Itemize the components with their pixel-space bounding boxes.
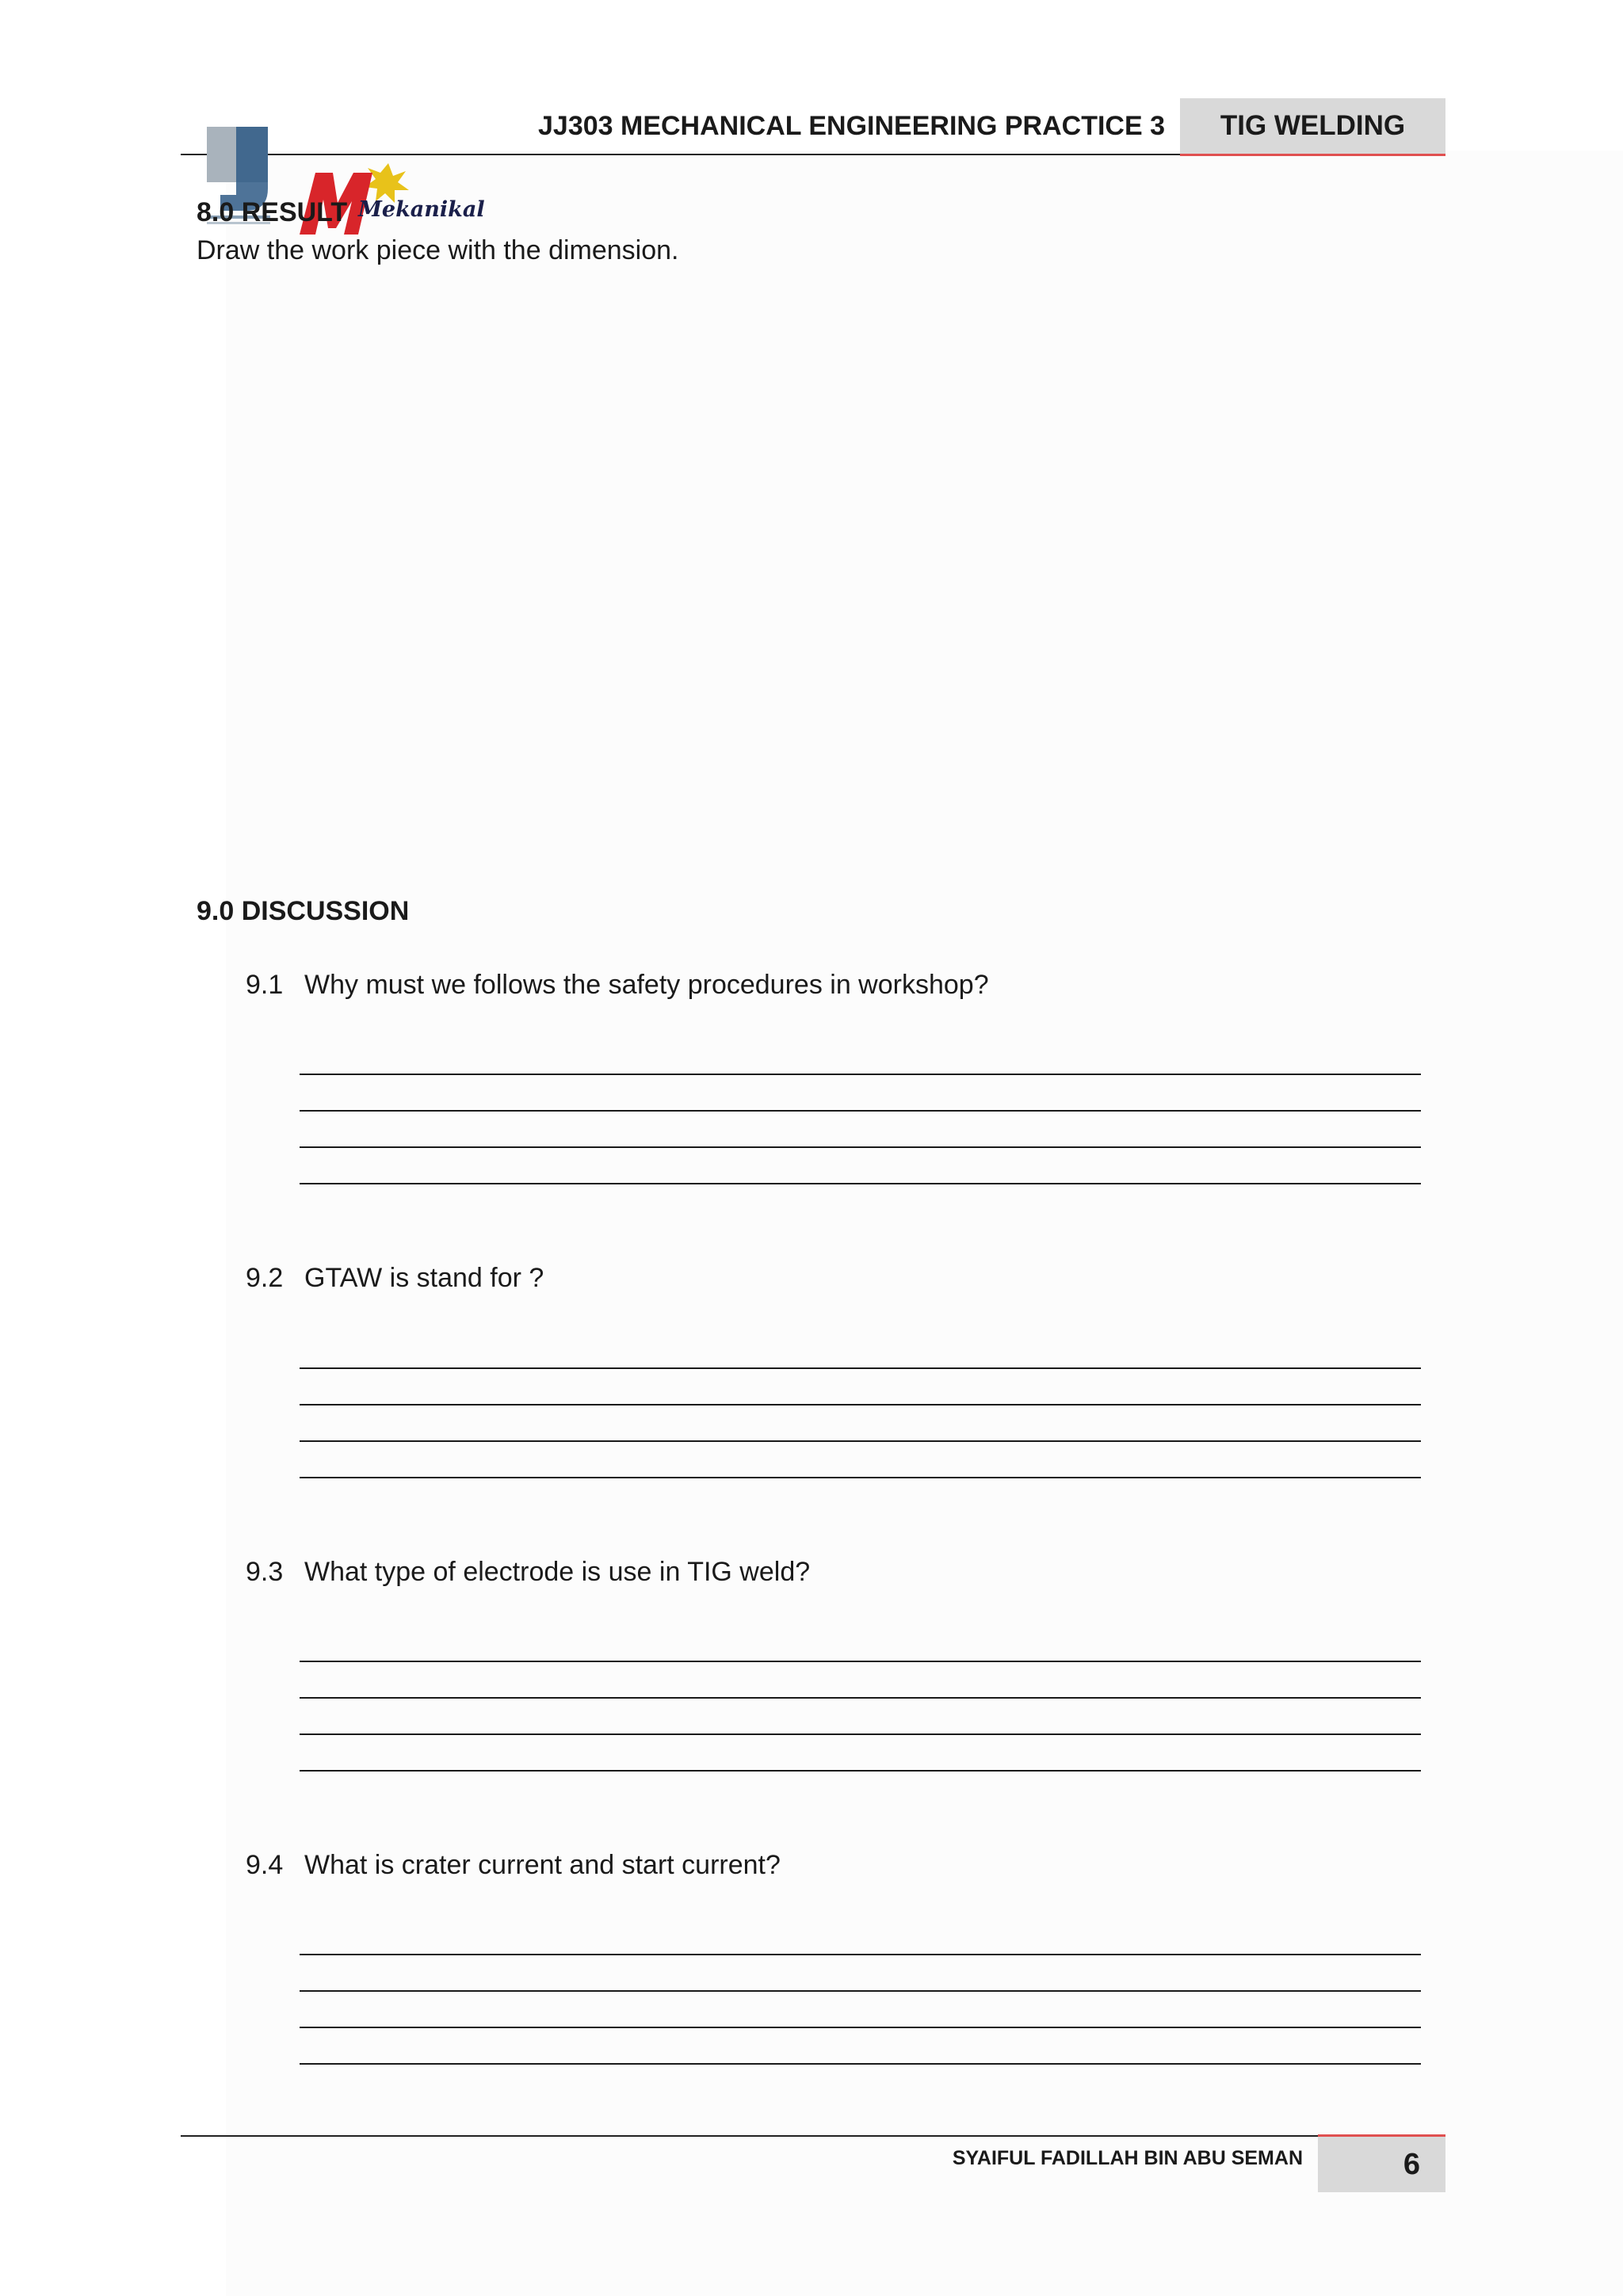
topic-tab-label: TIG WELDING [1220,110,1406,141]
logo-script-text: Mekanikal [358,197,485,222]
answer-line[interactable] [300,1954,1421,1955]
question-number: 9.3 [246,1557,284,1587]
question-number: 9.2 [246,1263,284,1293]
question-number: 9.4 [246,1850,284,1880]
answer-line[interactable] [300,1770,1421,1772]
answer-line[interactable] [300,1404,1421,1405]
answer-line[interactable] [300,1074,1421,1075]
result-heading: 8.0 RESULT [197,197,348,227]
answer-line[interactable] [300,1110,1421,1112]
answer-line[interactable] [300,1990,1421,1992]
answer-line[interactable] [300,1661,1421,1662]
topic-tab [1180,98,1445,156]
question-text: GTAW is stand for ? [304,1263,544,1293]
footer-author: SYAIFUL FADILLAH BIN ABU SEMAN [952,2147,1303,2169]
answer-line[interactable] [300,1697,1421,1699]
answer-line[interactable] [300,1183,1421,1184]
question-text: What is crater current and start current? [304,1850,781,1880]
page-number-box [1318,2134,1445,2192]
answer-line[interactable] [300,1477,1421,1478]
question-number: 9.1 [246,970,284,1000]
answer-line[interactable] [300,2063,1421,2065]
footer-divider [181,2135,1318,2137]
question-text: Why must we follows the safety procedures in workshop? [304,970,989,1000]
drawing-area[interactable] [197,277,1425,871]
course-title: JJ303 MECHANICAL ENGINEERING PRACTICE 3 [538,111,1165,141]
answer-line[interactable] [300,1440,1421,1442]
result-instruction: Draw the work piece with the dimension. [197,235,679,265]
discussion-heading: 9.0 DISCUSSION [197,896,410,926]
page-number: 6 [1403,2147,1420,2181]
answer-line[interactable] [300,1733,1421,1735]
answer-line[interactable] [300,2027,1421,2028]
question-text: What type of electrode is use in TIG weld? [304,1557,811,1587]
answer-line[interactable] [300,1146,1421,1148]
answer-line[interactable] [300,1367,1421,1369]
